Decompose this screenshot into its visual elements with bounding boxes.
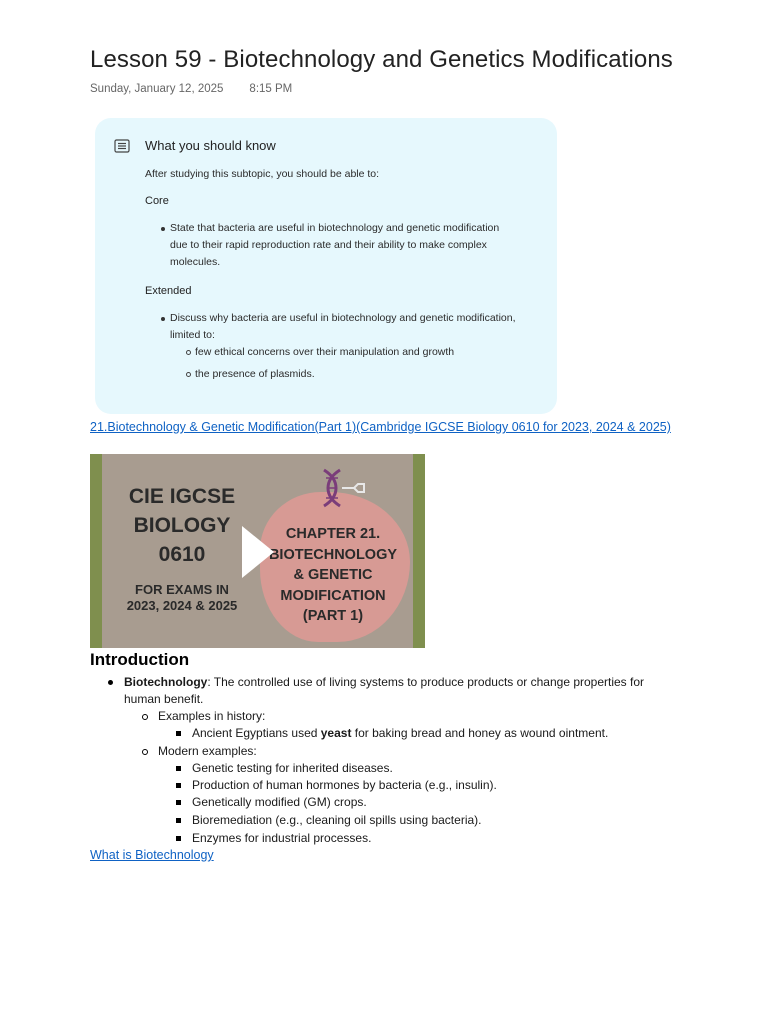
history-item: Ancient Egyptians used yeast for baking bread and honey as wound ointment. <box>192 726 609 740</box>
page-meta <box>90 83 292 95</box>
thumbnail-border-left <box>90 454 102 648</box>
extended-subitem: the presence of plasmids. <box>195 368 315 380</box>
square-bullet-icon <box>176 818 181 823</box>
thumbnail-chapter-title: CHAPTER 21. BIOTECHNOLOGY & GENETIC MODIFICATION (PART 1) <box>268 526 398 624</box>
page-time: 8:15 PM <box>249 83 293 95</box>
learning-objectives-callout <box>95 118 557 414</box>
definition-term: Biotechnology <box>124 675 208 689</box>
video-thumbnail[interactable] <box>90 454 425 648</box>
callout-extended-label: Extended <box>145 285 192 297</box>
page-date: Sunday, January 12, 2025 <box>90 83 224 95</box>
callout-core-label: Core <box>145 195 169 207</box>
core-item-line: due to their rapid reproduction rate and their ability to make complex <box>170 239 487 251</box>
thumbnail-course-title: CIE IGCSE BIOLOGY 0610 <box>128 485 236 566</box>
square-bullet-icon <box>176 783 181 788</box>
thumbnail-border-right <box>413 454 425 648</box>
core-item-line: State that bacteria are useful in biotechnology and genetic modification <box>170 222 500 234</box>
what-is-biotechnology-link[interactable]: What is Biotechnology <box>90 848 214 862</box>
sub-bullet-icon <box>186 372 191 377</box>
modern-item: Enzymes for industrial processes. <box>192 831 372 845</box>
extended-item-line: Discuss why bacteria are useful in biotechnology and genetic modification, <box>170 312 516 324</box>
bullet-icon <box>108 680 113 685</box>
list-icon <box>114 139 130 153</box>
modern-item: Genetic testing for inherited diseases. <box>192 761 393 775</box>
sub-bullet-icon <box>186 350 191 355</box>
video-link[interactable]: 21.Biotechnology & Genetic Modification(Part 1)(Cambridge IGCSE Biology 0610 for 2023, 2024 & 2025) <box>90 420 671 434</box>
definition-line: Biotechnology: The controlled use of living systems to produce products or change properties for <box>124 675 645 689</box>
square-bullet-icon <box>176 731 181 736</box>
modern-item: Production of human hormones by bacteria (e.g., insulin). <box>192 778 497 792</box>
thumbnail-exam-years: FOR EXAMS IN 2023, 2024 & 2025 <box>126 582 238 613</box>
history-label: Examples in history: <box>158 709 266 723</box>
sub-bullet-icon <box>142 749 148 755</box>
modern-item: Bioremediation (e.g., cleaning oil spills using bacteria). <box>192 813 482 827</box>
extended-item-line: limited to: <box>170 329 215 341</box>
bullet-icon <box>161 317 165 321</box>
callout-title: What you should know <box>145 138 276 153</box>
square-bullet-icon <box>176 836 181 841</box>
dna-icon <box>318 468 368 508</box>
extended-subitem: few ethical concerns over their manipulation and growth <box>195 346 455 358</box>
square-bullet-icon <box>176 766 181 771</box>
definition-line: human benefit. <box>124 692 204 706</box>
core-item-line: molecules. <box>170 256 221 268</box>
play-icon[interactable] <box>242 526 274 578</box>
square-bullet-icon <box>176 800 181 805</box>
sub-bullet-icon <box>142 714 148 720</box>
modern-label: Modern examples: <box>158 744 257 758</box>
bullet-icon <box>161 227 165 231</box>
page-title: Lesson 59 - Biotechnology and Genetics Modifications <box>90 46 673 73</box>
introduction-heading: Introduction <box>90 650 190 669</box>
modern-item: Genetically modified (GM) crops. <box>192 795 367 809</box>
callout-intro: After studying this subtopic, you should be able to: <box>145 168 380 180</box>
